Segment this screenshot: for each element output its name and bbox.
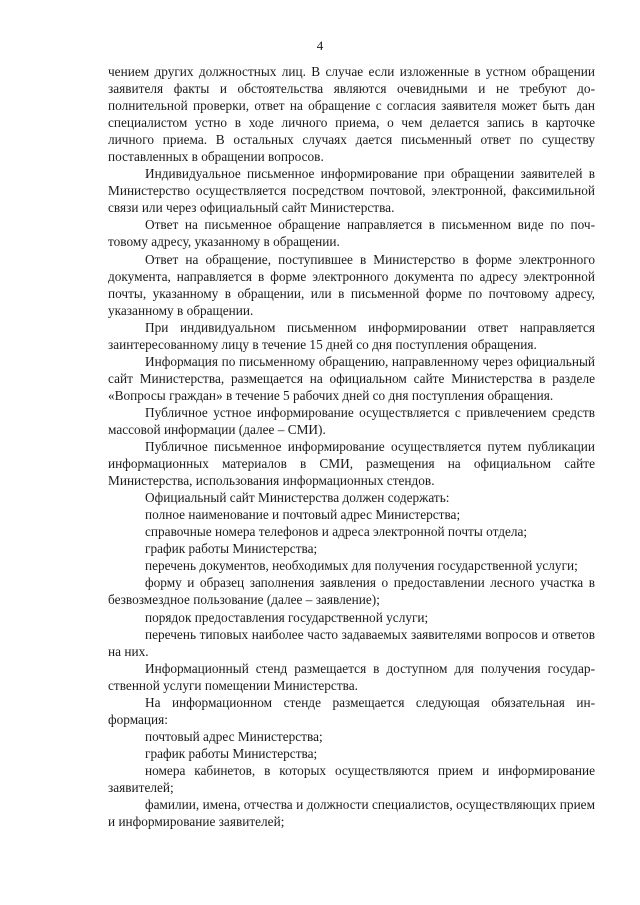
paragraph: Официальный сайт Министерства должен содержать: xyxy=(145,490,450,506)
list-item: перечень типовых наиболее часто задаваемых заявителями вопросов и ответов на них. xyxy=(108,626,595,659)
paragraph: Ответ на письменное обращение направляется в письменном виде по почтовому адресу, указанному в обращении. xyxy=(108,217,595,250)
list-item: график работы Министерства; xyxy=(145,541,318,557)
paragraph: Публичное письменное информирование осуществляется путем публикации информационных материалов в СМИ, размещения на официальном сайте Министерства, использования информационных стендов. xyxy=(108,439,595,489)
list-item: фамилии, имена, отчества и должности специалистов, осуществляющих прием и информирование заявителей; xyxy=(108,797,595,830)
paragraph: На информационном стенде размещается следующая обязательная информация: xyxy=(108,694,595,727)
list-item: график работы Министерства; xyxy=(145,745,318,761)
paragraph: При индивидуальном письменном информировании ответ направляется заинтересованному лицу в течение 15 дней со дня поступления обращения. xyxy=(108,319,595,352)
list-item: порядок предоставления государственной услуги; xyxy=(145,609,429,625)
list-item: перечень документов, необходимых для получения государственной услуги; xyxy=(145,558,578,574)
list-item: номера кабинетов, в которых осуществляются прием и информирование заявителей; xyxy=(108,762,595,795)
paragraph: Индивидуальное письменное информирование при обращении заявителей в Министерство осуществляется посредством почтовой, электронной, факсимильной связи или через официальный сайт Министерства. xyxy=(108,166,595,216)
paragraph: Информация по письменному обращению, направленному через официальный сайт Министерства, размещается на официальном сайте Министерства в разделе «Вопросы граждан» в течение 5 рабочих дней со дня поступления обращения. xyxy=(108,353,595,403)
list-item: форму и образец заполнения заявления о предоставлении лесного участка в безвозмездное пользование (далее – заявление); xyxy=(108,575,595,608)
list-item: почтовый адрес Министерства; xyxy=(145,728,323,744)
list-item: полное наименование и почтовый адрес Министерства; xyxy=(145,507,461,523)
list-item: справочные номера телефонов и адреса электронной почты отдела; xyxy=(145,524,528,540)
paragraph: Информационный стенд размещается в доступном для получения государственной услуги помещении Министерства. xyxy=(108,660,595,693)
paragraph: чением других должностных лиц. В случае если изложенные в устном обращении заявителя факты и обстоятельства являются очевидными и не требуют дополнительной проверки, ответ на обращение с согласия заявителя может быть дан специалистом устно в ходе личного приема, о чем делается запись в карточке личного приема. В остальных случаях дается письменный ответ по существу поставленных в обращении вопросов. xyxy=(108,64,595,165)
page-number: 4 xyxy=(316,38,324,53)
paragraph: Публичное устное информирование осуществляется с привлечением средств массовой информации (далее – СМИ). xyxy=(108,404,595,437)
document-body xyxy=(108,63,595,830)
paragraph: Ответ на обращение, поступившее в Министерство в форме электронного документа, направляется в форме электронного документа по адресу электронной почты, указанному в обращении, или в письменной форме по почтовому адресу, указанному в обращении. xyxy=(108,251,595,318)
